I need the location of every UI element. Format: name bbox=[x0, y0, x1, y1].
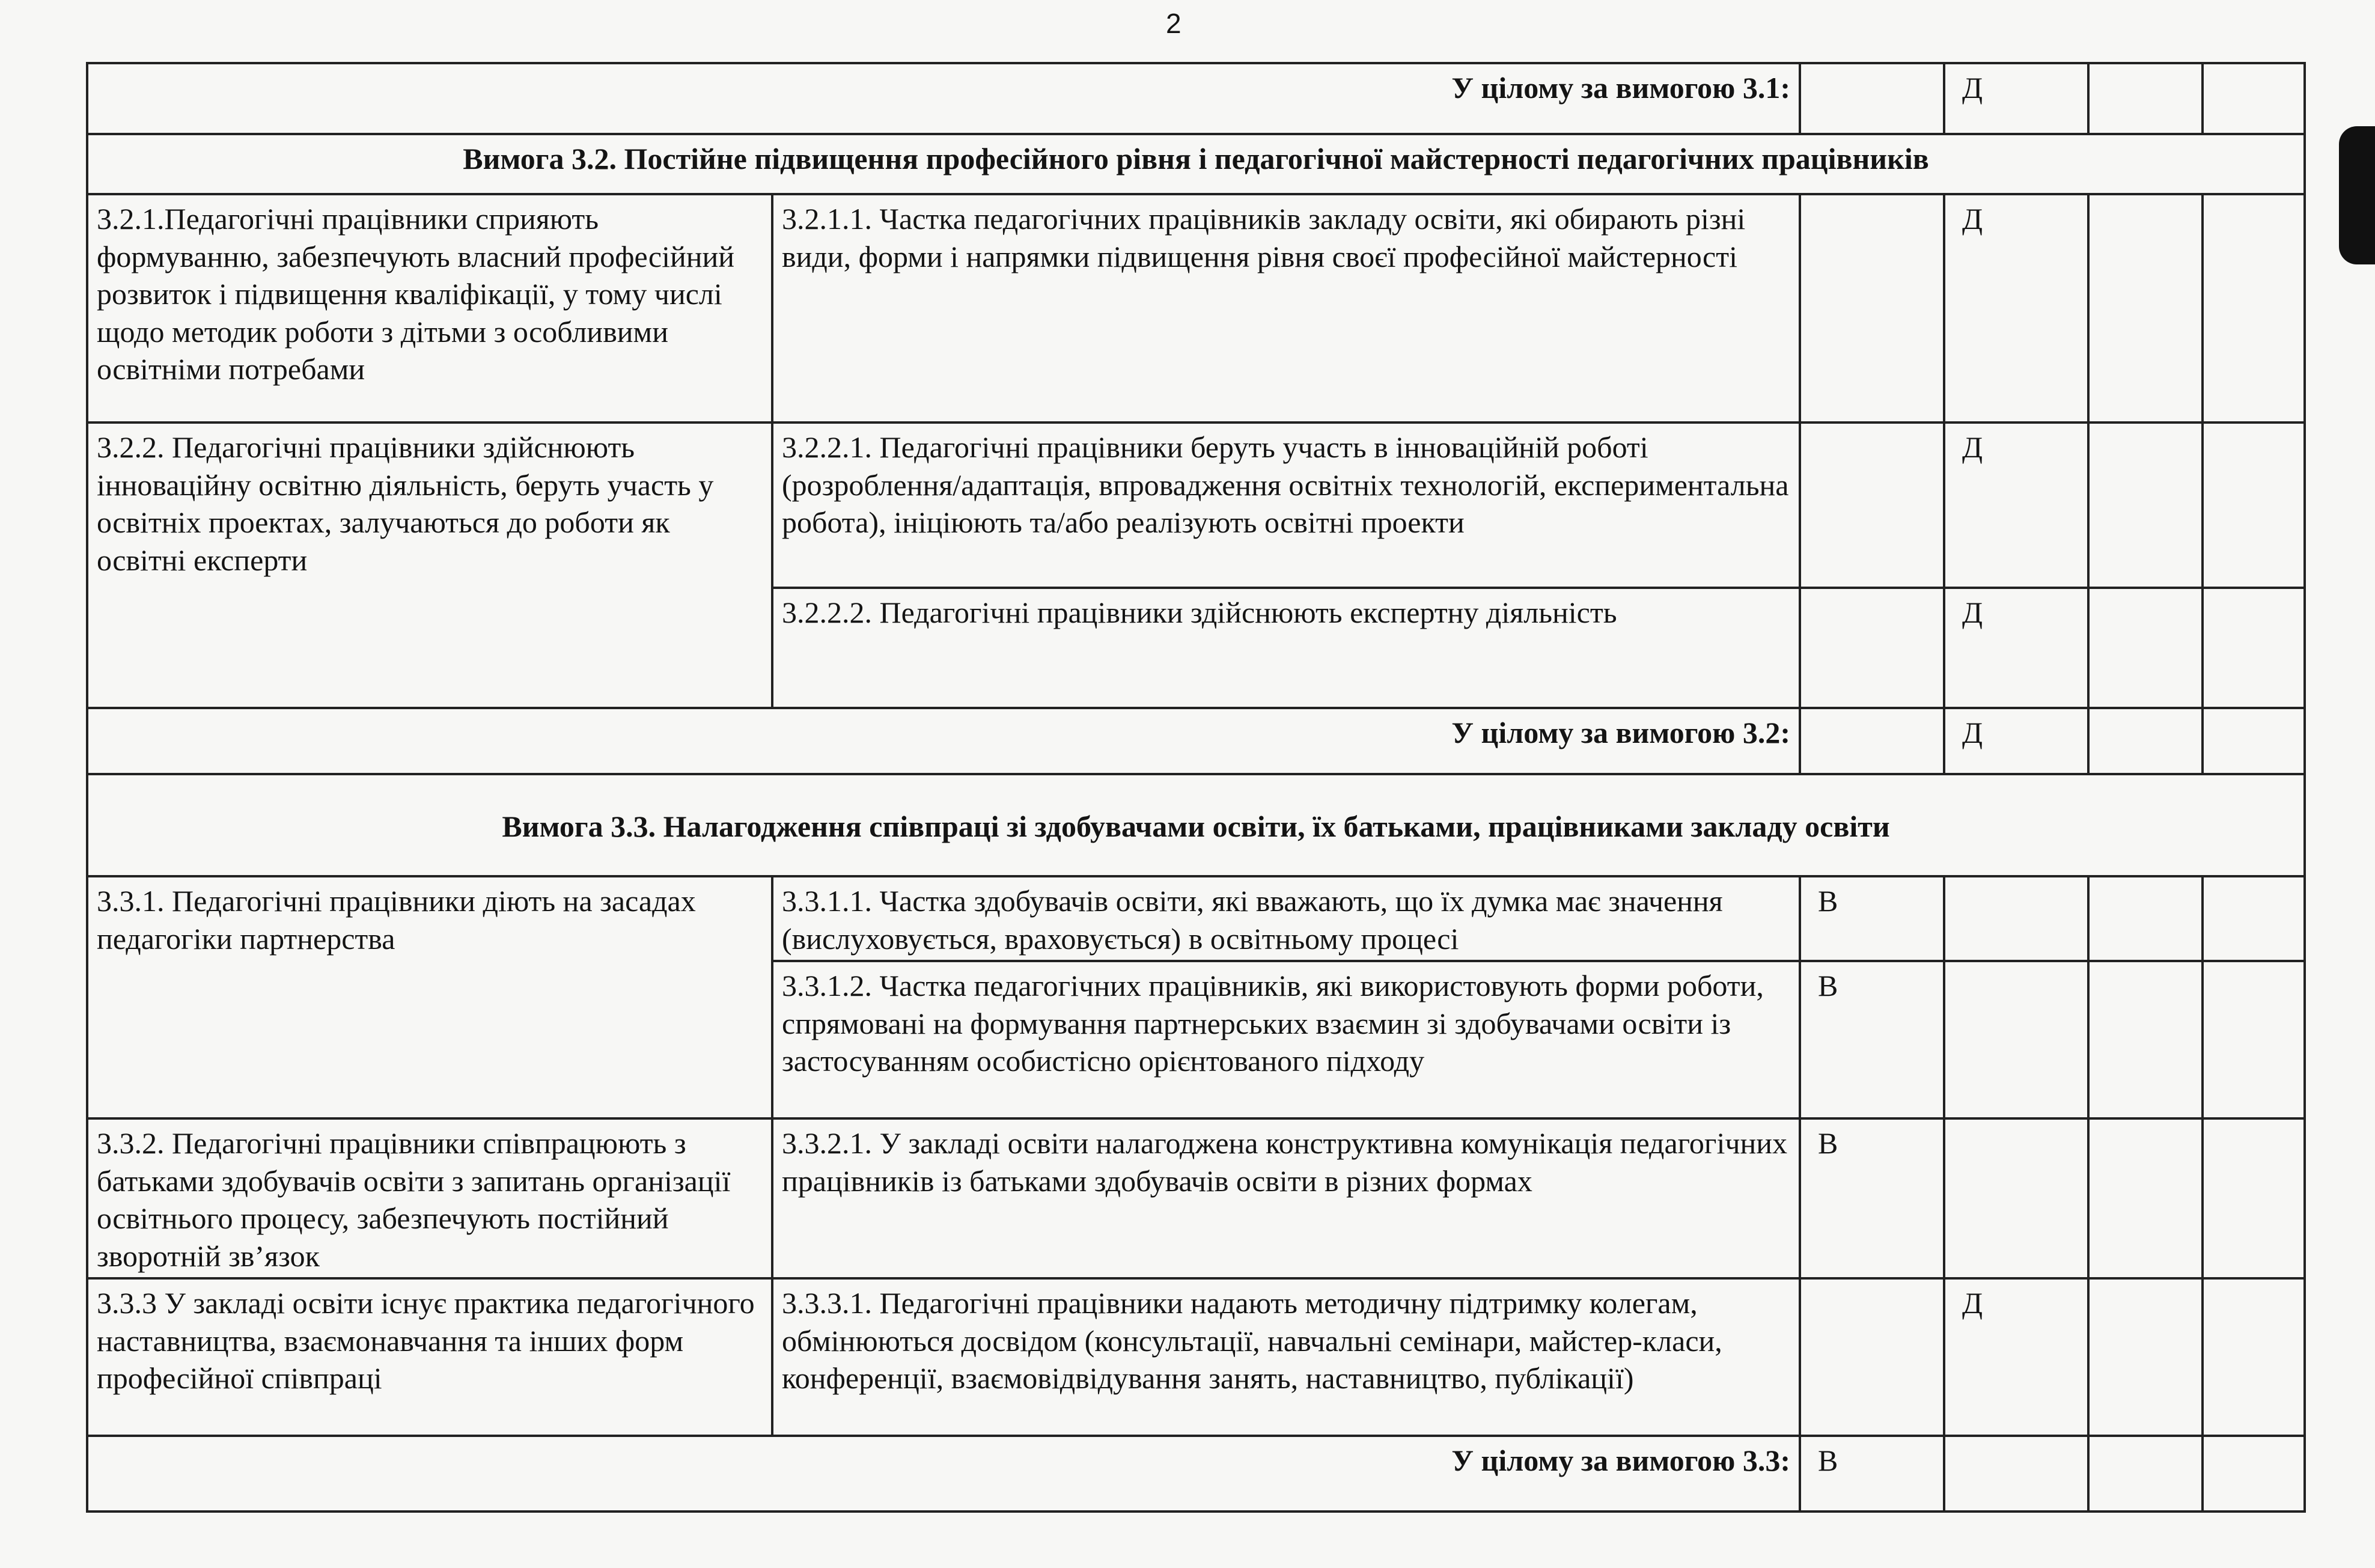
level-cell-n bbox=[2203, 1436, 2305, 1512]
level-cell-n bbox=[2203, 423, 2305, 588]
criterion-cell: 3.2.2. Педагогічні працівники здійснюють інноваційну освітню діяльність, беруть участь у освітніх проектах, залучаються до роботи як освітні експерти bbox=[87, 423, 772, 708]
total-row-3-3 bbox=[87, 1436, 2305, 1512]
level-cell-v bbox=[1800, 708, 1944, 774]
level-cell-s bbox=[2088, 1278, 2203, 1436]
level-cell-v: В bbox=[1800, 1436, 1944, 1512]
indicator-cell: 3.3.3.1. Педагогічні працівники надають методичну підтримку колегам, обмінюються досвідом (консультації, навчальні семінари, майстер-класи, конференції, взаємовідвідування занять, наставництво, публікації) bbox=[772, 1278, 1800, 1436]
assessment-table bbox=[86, 62, 2306, 1513]
indicator-cell: 3.2.2.1. Педагогічні працівники беруть участь в інноваційній роботі (розроблення/адаптація, впровадження освітніх технологій, експериментальна робота), ініціюють та/або реалізують освітні проекти bbox=[772, 423, 1800, 588]
total-label-3-2: У цілому за вимогою 3.2: bbox=[87, 708, 1800, 774]
indicator-cell: 3.3.1.2. Частка педагогічних працівників, які використовують форми роботи, спрямовані на формування партнерських взаємин зі здобувачами освіти із застосуванням особистісно орієнтованого підходу bbox=[772, 961, 1800, 1118]
level-cell-n bbox=[2203, 708, 2305, 774]
criterion-cell: 3.3.1. Педагогічні працівники діють на засадах педагогіки партнерства bbox=[87, 876, 772, 1118]
level-cell-d: Д bbox=[1944, 1278, 2088, 1436]
level-cell-d bbox=[1944, 1436, 2088, 1512]
criterion-cell: 3.3.2. Педагогічні працівники співпрацюють з батьками здобувачів освіти з запитань організації освітнього процесу, забезпечують постійний зворотній зв’язок bbox=[87, 1118, 772, 1278]
page-number: 2 bbox=[1166, 8, 1181, 39]
requirement-title-row bbox=[87, 774, 2305, 876]
level-cell-v bbox=[1800, 63, 1944, 134]
indicator-cell: 3.2.2.2. Педагогічні працівники здійснюють експертну діяльність bbox=[772, 588, 1800, 708]
level-cell-d bbox=[1944, 961, 2088, 1118]
total-label-3-3: У цілому за вимогою 3.3: bbox=[87, 1436, 1800, 1512]
level-cell-s bbox=[2088, 194, 2203, 423]
criterion-row bbox=[87, 876, 2305, 961]
scan-edge-mark bbox=[2339, 126, 2375, 264]
criterion-cell: 3.2.1.Педагогічні працівники сприяють формуванню, забезпечують власний професійний розвиток і підвищення кваліфікації, у тому числі щодо методик роботи з дітьми з особливими освітніми потребами bbox=[87, 194, 772, 423]
level-cell-s bbox=[2088, 423, 2203, 588]
level-cell-v bbox=[1800, 588, 1944, 708]
level-cell-n bbox=[2203, 1118, 2305, 1278]
level-cell-s bbox=[2088, 63, 2203, 134]
level-cell-n bbox=[2203, 961, 2305, 1118]
total-row-3-2 bbox=[87, 708, 2305, 774]
criterion-row bbox=[87, 1278, 2305, 1436]
indicator-cell: 3.3.2.1. У закладі освіти налагоджена конструктивна комунікація педагогічних працівників із батьками здобувачів освіти в різних формах bbox=[772, 1118, 1800, 1278]
level-cell-s bbox=[2088, 961, 2203, 1118]
level-cell-v bbox=[1800, 423, 1944, 588]
criterion-row bbox=[87, 423, 2305, 588]
level-cell-s bbox=[2088, 876, 2203, 961]
level-cell-s bbox=[2088, 708, 2203, 774]
level-cell-d bbox=[1944, 1118, 2088, 1278]
level-cell-n bbox=[2203, 588, 2305, 708]
level-cell-v: В bbox=[1800, 961, 1944, 1118]
level-cell-n bbox=[2203, 876, 2305, 961]
requirement-title-row bbox=[87, 134, 2305, 194]
level-cell-n bbox=[2203, 194, 2305, 423]
criterion-row bbox=[87, 1118, 2305, 1278]
level-cell-s bbox=[2088, 1118, 2203, 1278]
requirement-title-3-3: Вимога 3.3. Налагодження співпраці зі здобувачами освіти, їх батьками, працівниками закладу освіти bbox=[87, 774, 2305, 876]
level-cell-s bbox=[2088, 1436, 2203, 1512]
level-cell-d: Д bbox=[1944, 708, 2088, 774]
level-cell-s bbox=[2088, 588, 2203, 708]
level-cell-n bbox=[2203, 63, 2305, 134]
level-cell-d bbox=[1944, 876, 2088, 961]
total-label-3-1: У цілому за вимогою 3.1: bbox=[87, 63, 1800, 134]
criterion-cell: 3.3.3 У закладі освіти існує практика педагогічного наставництва, взаємонавчання та інших форм професійної співпраці bbox=[87, 1278, 772, 1436]
requirement-title-3-2: Вимога 3.2. Постійне підвищення професійного рівня і педагогічної майстерності педагогічних працівників bbox=[87, 134, 2305, 194]
level-cell-d: Д bbox=[1944, 63, 2088, 134]
criterion-row bbox=[87, 194, 2305, 423]
level-cell-v: В bbox=[1800, 1118, 1944, 1278]
level-cell-d: Д bbox=[1944, 194, 2088, 423]
level-cell-n bbox=[2203, 1278, 2305, 1436]
indicator-cell: 3.3.1.1. Частка здобувачів освіти, які вважають, що їх думка має значення (вислуховується, враховується) в освітньому процесі bbox=[772, 876, 1800, 961]
total-row-3-1 bbox=[87, 63, 2305, 134]
level-cell-d: Д bbox=[1944, 423, 2088, 588]
level-cell-d: Д bbox=[1944, 588, 2088, 708]
level-cell-v bbox=[1800, 194, 1944, 423]
level-cell-v: В bbox=[1800, 876, 1944, 961]
level-cell-v bbox=[1800, 1278, 1944, 1436]
indicator-cell: 3.2.1.1. Частка педагогічних працівників закладу освіти, які обирають різні види, форми і напрямки підвищення рівня своєї професійної майстерності bbox=[772, 194, 1800, 423]
